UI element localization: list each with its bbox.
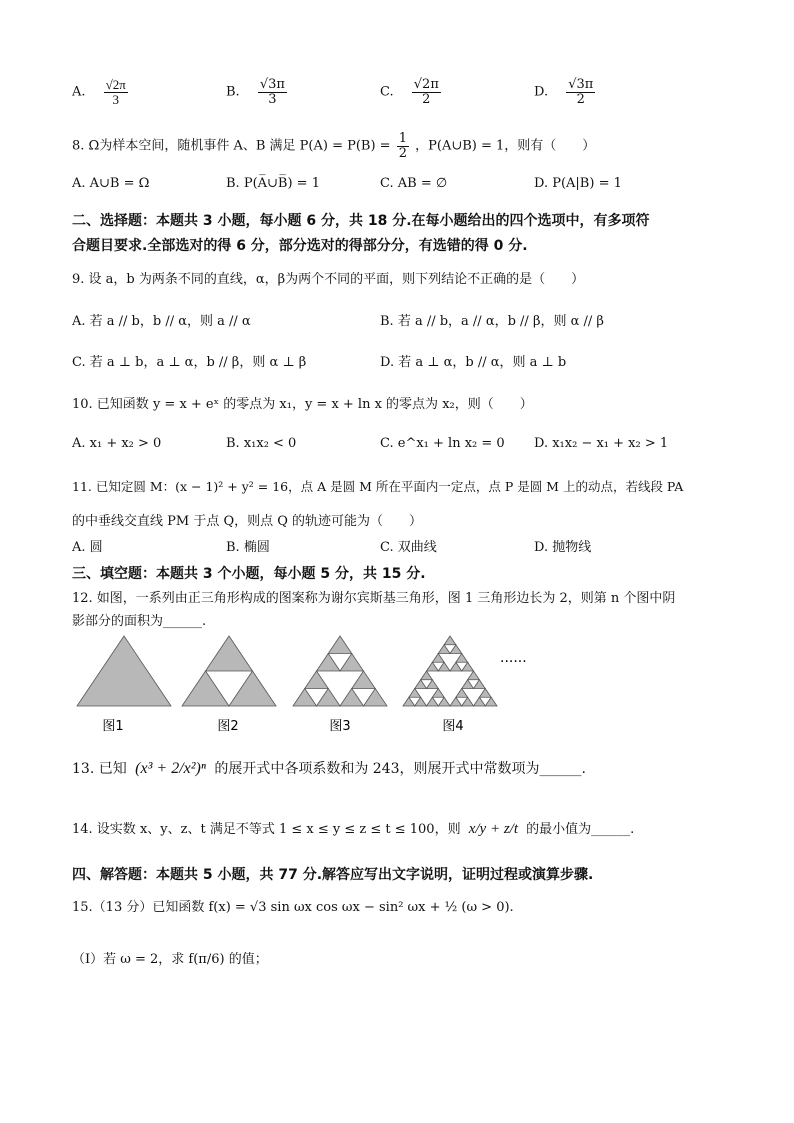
option-letter: D.: [534, 84, 549, 100]
q13-binomial-expression: (x³ + 2/x²)ⁿ: [135, 760, 206, 777]
fraction-denominator: 2: [422, 91, 431, 107]
q11-option-a: A. 圆: [72, 540, 103, 555]
option-letter: A.: [72, 84, 86, 100]
q11-stem-line1: 11. 已知定圆 M：(x − 1)² + y² = 16，点 A 是圆 M 所在平面内一定点，点 P 是圆 M 上的动点，若线段 PA: [72, 479, 684, 494]
option-fraction: [412, 78, 441, 106]
q10-option-d: D. x₁x₂ − x₁ + x₂ > 1: [534, 436, 669, 451]
fraction-numerator: 1: [398, 131, 407, 146]
q9-option-c: C. 若 a ⊥ b，a ⊥ α，b // β，则 α ⊥ β: [72, 355, 307, 370]
q7-option-b: [226, 78, 289, 106]
q15-part1: （Ⅰ）若 ω = 2，求 f(π/6) 的值；: [72, 952, 268, 967]
figure-label-3: 图3: [329, 719, 351, 734]
sierpinski-figure-4: [403, 636, 497, 706]
q8-fraction: [397, 132, 409, 160]
q14-pre: 14. 设实数 x、y、z、t 满足不等式 1 ≤ x ≤ y ≤ z ≤ t ≤ 100，则: [72, 822, 461, 837]
q9-option-b: B. 若 a // b，a // α，b // β，则 α // β: [380, 314, 604, 329]
figures-ellipsis: ······: [500, 654, 527, 670]
q7-option-d: [534, 78, 597, 106]
fraction-numerator: √2π: [413, 77, 439, 92]
outer-triangle: [77, 636, 171, 706]
q11-stem-line2: 的中垂线交直线 PM 于点 Q，则点 Q 的轨迹可能为（ ）: [72, 514, 423, 529]
q12-stem-line1: 12. 如图，一系列由正三角形构成的图案称为谢尔宾斯基三角形，图 1 三角形边长为 2，则第 n 个图中阴: [72, 591, 676, 606]
q11-option-b: B. 椭圆: [226, 540, 270, 555]
section3-heading: 三、填空题：本题共 3 个小题，每小题 5 分，共 15 分.: [72, 566, 426, 582]
q8-stem-part-a: 8. Ω为样本空间，随机事件 A、B 满足 P(A) = P(B) =: [72, 138, 395, 154]
q8-option-a: A. A∪B = Ω: [72, 176, 150, 191]
q9-option-d: D. 若 a ⊥ α，b // α，则 a ⊥ b: [380, 355, 567, 370]
q14-stem: [72, 818, 634, 838]
q7-option-c: [380, 78, 443, 106]
sierpinski-figure-3: [293, 636, 387, 706]
q13-stem: [72, 758, 586, 778]
fraction-numerator: √3π: [259, 77, 285, 92]
q15-stem: 15.（13 分）已知函数 f(x) = √3 sin ωx cos ωx − sin² ωx + ½ (ω > 0).: [72, 900, 514, 915]
q11-option-c: C. 双曲线: [380, 540, 437, 555]
q8-option-d: D. P(A|B) = 1: [534, 176, 622, 191]
q10-option-b: B. x₁x₂ < 0: [226, 436, 297, 451]
section4-heading: 四、解答题：本题共 5 小题，共 77 分.解答应写出文字说明，证明过程或演算步骤.: [72, 867, 594, 883]
q7-option-a: [72, 78, 130, 106]
q9-option-a: A. 若 a // b，b // α，则 a // α: [72, 314, 251, 329]
q14-post: 的最小值为______.: [526, 822, 635, 837]
option-fraction: [258, 78, 287, 106]
q10-option-a: A. x₁ + x₂ > 0: [72, 436, 162, 451]
q12-stem-line2: 影部分的面积为______.: [72, 614, 207, 629]
sierpinski-figures: [0, 630, 794, 740]
sierpinski-figure-1: [77, 636, 171, 706]
section2-heading-line2: 合题目要求.全部选对的得 6 分，部分选对的得部分分，有选错的得 0 分.: [72, 238, 528, 254]
option-fraction: [566, 78, 595, 106]
q13-pre: 13. 已知: [72, 761, 127, 777]
q9-stem: 9. 设 a，b 为两条不同的直线，α，β为两个不同的平面，则下列结论不正确的是（ ）: [72, 272, 585, 287]
q14-expression: x/y + z/t: [468, 821, 518, 837]
q8-option-b: B. P(A̅∪B̅) = 1: [226, 176, 320, 191]
figure-label-1: 图1: [102, 719, 124, 734]
option-letter: B.: [226, 84, 240, 100]
q10-option-c: C. e^x₁ + ln x₂ = 0: [380, 436, 505, 451]
fraction-denominator: 3: [268, 91, 277, 107]
fraction-denominator: 2: [398, 145, 407, 161]
option-fraction: [104, 78, 128, 106]
section2-heading-line1: 二、选择题：本题共 3 小题，每小题 6 分，共 18 分.在每小题给出的四个选项中，有多项符: [72, 213, 650, 229]
fraction-denominator: 3: [112, 91, 120, 107]
q8-stem-part-b: ，P(A∪B) = 1，则有（ ）: [415, 138, 596, 154]
fraction-numerator: √3π: [568, 77, 594, 92]
fraction-numerator: √2π: [105, 77, 126, 92]
q13-post: 的展开式中各项系数和为 243，则展开式中常数项为______.: [214, 761, 586, 777]
fraction-denominator: 2: [576, 91, 585, 107]
q11-option-d: D. 抛物线: [534, 540, 592, 555]
figure-label-4: 图4: [442, 719, 464, 734]
q8-option-c: C. AB = ∅: [380, 176, 448, 191]
option-letter: C.: [380, 84, 394, 100]
figure-label-2: 图2: [217, 719, 239, 734]
q10-stem: 10. 已知函数 y = x + eˣ 的零点为 x₁，y = x + ln x 的零点为 x₂，则（ ）: [72, 397, 533, 412]
q8-stem: [72, 132, 595, 160]
sierpinski-figure-2: [182, 636, 276, 706]
